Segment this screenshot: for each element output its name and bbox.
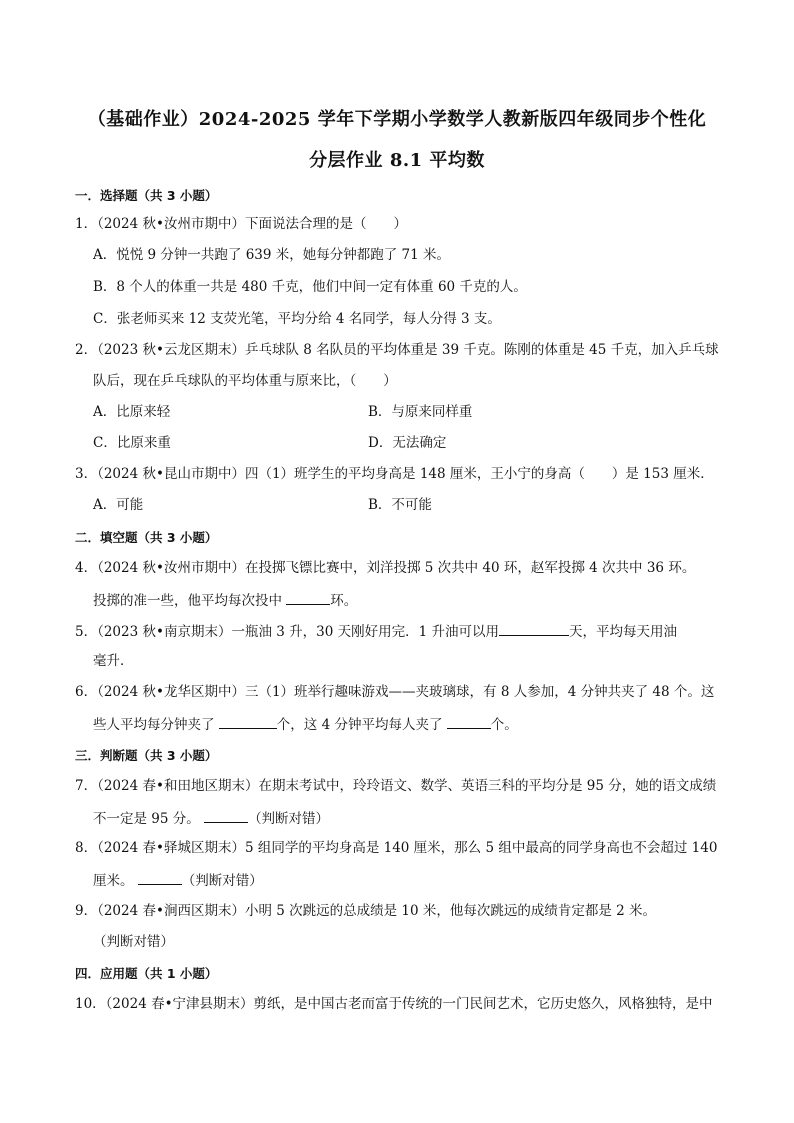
section-heading-application: 四．应用题（共 1 小题） (75, 966, 218, 981)
question-7-text-a: 不一定是 95 分。 (93, 811, 205, 827)
question-1-option-a: A．悦悦 9 分钟一共跑了 639 米，她每分钟都跑了 71 米。 (93, 247, 451, 263)
section-heading-fill: 二．填空题（共 3 小题） (75, 530, 218, 545)
question-8-text-a: 厘米。 (93, 873, 138, 889)
question-8-stem-line2 (93, 870, 263, 890)
question-6-stem-line2 (93, 714, 518, 734)
question-2-stem-line1: 2．（2023 秋•云龙区期末）乒乓球队 8 名队员的平均体重是 39 千克。陈刚的体重是 45 千克，加入乒乓球 (75, 342, 719, 358)
question-1-option-b: B．8 个人的体重一共是 480 千克，他们中间一定有体重 60 千克的人。 (93, 279, 527, 295)
question-1-stem: 1．（2024 秋•汝州市期中）下面说法合理的是（ ） (75, 216, 407, 232)
question-7-stem-line2 (93, 808, 329, 828)
question-3-stem: 3．（2024 秋•昆山市期中）四（1）班学生的平均身高是 148 厘米，王小宁的身高（ ）是 153 厘米． (75, 466, 714, 482)
question-1-option-c: C．张老师买来 12 支荧光笔，平均分给 4 名同学，每人分得 3 支。 (93, 311, 501, 327)
question-2-option-b: B．与原来同样重 (368, 404, 473, 420)
question-4-text-b: 环。 (330, 593, 358, 609)
question-4-stem-line2 (93, 590, 357, 610)
page-title-line2: 分层作业 8.1 平均数 (309, 150, 485, 171)
question-2-option-d: D．无法确定 (368, 435, 447, 451)
question-2-option-a: A．比原来轻 (93, 404, 171, 420)
question-5-stem-line1 (75, 621, 677, 641)
answer-blank[interactable] (286, 590, 330, 605)
answer-blank[interactable] (499, 621, 569, 636)
question-7-stem-line1: 7．（2024 春•和田地区期末）在期末考试中，玲玲语文、数学、英语三科的平均分是 95 分，她的语文成绩 (75, 778, 717, 794)
question-3-option-b: B．不可能 (368, 497, 432, 513)
question-4-stem-line1: 4．（2024 秋•汝州市期中）在投掷飞镖比赛中，刘洋投掷 5 次共中 40 环，赵军投掷 4 次共中 36 环。 (75, 560, 696, 576)
answer-blank[interactable] (204, 808, 248, 823)
section-heading-choice: 一．选择题（共 3 小题） (75, 188, 218, 203)
question-6-stem-line1: 6．（2024 秋•龙华区期中）三（1）班举行趣味游戏——夹玻璃球，有 8 人参加，4 分钟共夹了 48 个。这 (75, 684, 715, 700)
question-3-option-a: A．可能 (93, 497, 144, 513)
question-8-text-b: （判断对错） (181, 873, 263, 889)
question-2-stem-line2: 队后，现在乒乓球队的平均体重与原来比，（ ） (93, 373, 397, 389)
question-4-text-a: 投掷的准一些，他平均每次投中 (93, 593, 287, 609)
answer-blank[interactable] (219, 714, 277, 729)
question-6-text-b: 个，这 4 分钟平均每人夹了 (276, 717, 447, 733)
answer-blank[interactable] (447, 714, 491, 729)
question-6-text-c: 个。 (490, 717, 518, 733)
page-title-line1: （基础作业）2024-2025 学年下学期小学数学人教新版四年级同步个性化 (87, 109, 707, 130)
question-6-text-a: 些人平均每分钟夹了 (93, 717, 219, 733)
question-7-text-b: （判断对错） (248, 811, 330, 827)
question-10-stem-line1: 10．（2024 春•宁津县期末）剪纸，是中国古老而富于传统的一门民间艺术，它历史悠久，风格独特，是中 (75, 996, 713, 1012)
answer-blank[interactable] (138, 870, 182, 885)
question-8-stem-line1: 8．（2024 春•驿城区期末）5 组同学的平均身高是 140 厘米，那么 5 组中最高的同学身高也不会超过 140 (75, 840, 718, 856)
question-5-stem-line2: 毫升． (93, 653, 134, 669)
question-2-option-c: C．比原来重 (93, 435, 171, 451)
question-9-stem-line2: （判断对错） (93, 934, 174, 950)
question-5-text-a: 5．（2023 秋•南京期末）一瓶油 3 升，30 天刚好用完．1 升油可以用 (75, 624, 499, 640)
question-9-stem-line1: 9．（2024 春•涧西区期末）小明 5 次跳远的总成绩是 10 米，他每次跳远的成绩肯定都是 2 米。 (75, 903, 657, 919)
section-heading-judge: 三．判断题（共 3 小题） (75, 748, 218, 763)
question-5-text-b: 天，平均每天用油 (568, 624, 677, 640)
